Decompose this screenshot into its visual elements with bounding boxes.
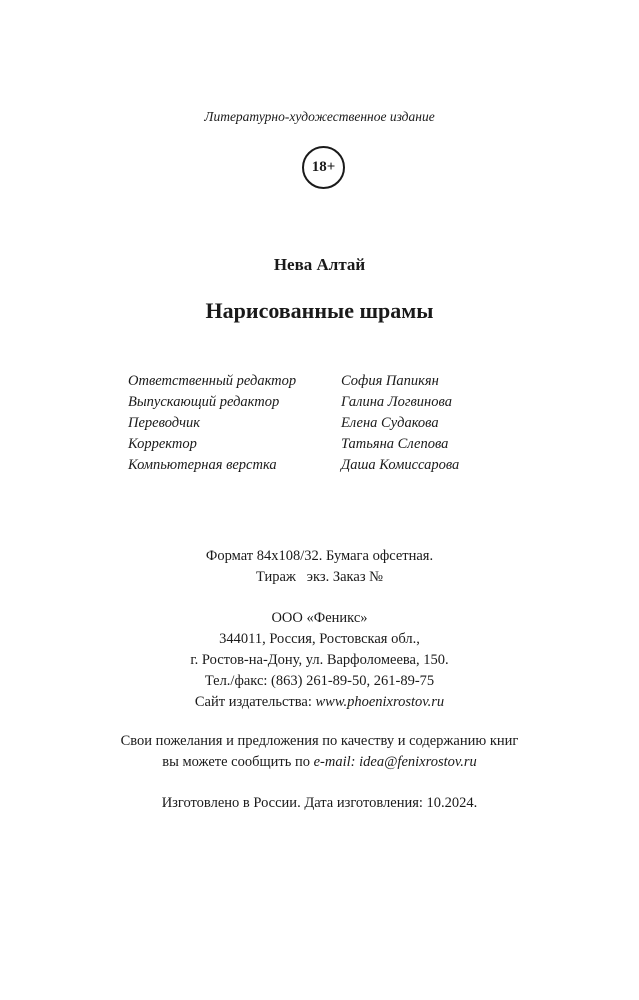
credit-role: Ответственный редактор	[128, 373, 297, 389]
credit-row	[128, 392, 459, 413]
credit-name: Елена Судакова	[341, 415, 439, 431]
publisher-site-label: Сайт издательства:	[194, 694, 316, 710]
credit-name: Галина Логвинова	[341, 394, 452, 410]
publisher-name: ООО «Феникс»	[271, 610, 368, 626]
format-line: Формат 84x108/32. Бумага офсетная.	[205, 548, 434, 564]
publisher-address-line-1: 344011, Россия, Ростовская обл.,	[219, 631, 420, 647]
publisher-info	[0, 608, 639, 713]
manufacture-info	[0, 793, 639, 814]
author-name: Нева Алтай	[273, 255, 366, 274]
publisher-site-link[interactable]: www.phoenixrostov.ru	[315, 694, 445, 710]
publisher-address-line-2: г. Ростов-на-Дону, ул. Варфоломеева, 150.	[190, 652, 449, 668]
credit-role: Выпускающий редактор	[128, 394, 280, 410]
print-info	[0, 546, 639, 588]
credit-name: София Папикян	[341, 373, 439, 389]
feedback-info	[0, 731, 639, 773]
credit-role: Компьютерная верстка	[128, 457, 277, 473]
credit-name: Татьяна Слепова	[341, 436, 449, 452]
circulation-line: Тираж экз. Заказ №	[255, 569, 384, 585]
manufacture-line: Изготовлено в России. Дата изготовления: 10.2024.	[161, 795, 478, 811]
credit-row	[128, 413, 459, 434]
credit-row	[128, 434, 459, 455]
credit-row	[128, 371, 459, 392]
book-title: Нарисованные шрамы	[205, 298, 434, 323]
feedback-line-2-prefix: вы можете сообщить по	[162, 754, 314, 770]
credit-name: Даша Комиссарова	[341, 457, 460, 473]
feedback-line-2	[0, 752, 639, 773]
credit-role: Переводчик	[128, 415, 201, 431]
publisher-phone: Тел./факс: (863) 261-89-50, 261-89-75	[204, 673, 435, 689]
feedback-email-link[interactable]: e-mail: idea@fenixrostov.ru	[313, 754, 477, 770]
edition-type: Литературно-художественное издание	[204, 109, 435, 124]
credit-row	[128, 455, 459, 476]
credit-role: Корректор	[128, 436, 197, 452]
credits-table	[128, 371, 459, 476]
publisher-site-line	[0, 692, 639, 713]
age-rating-badge: 18+	[302, 146, 345, 189]
feedback-line-1: Свои пожелания и предложения по качеству и содержанию книг	[120, 733, 519, 749]
